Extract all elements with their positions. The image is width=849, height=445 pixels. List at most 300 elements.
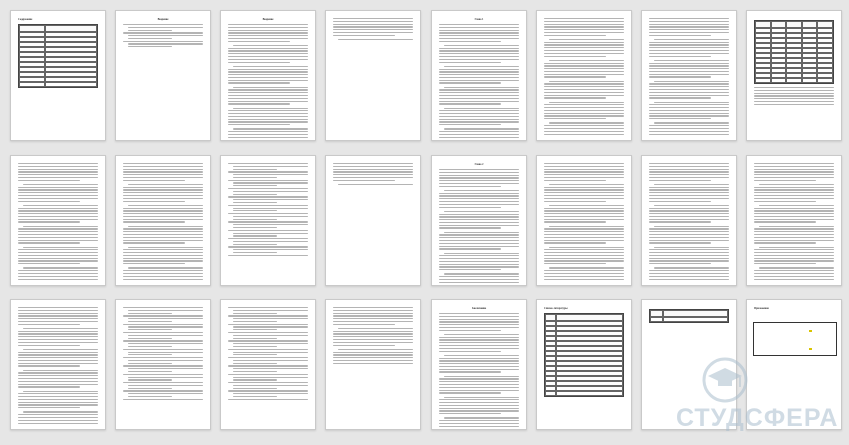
text-line — [333, 357, 413, 358]
text-line — [228, 205, 308, 206]
text-line — [128, 27, 203, 28]
text-line — [649, 201, 711, 202]
figure-marker — [809, 330, 812, 332]
text-line — [649, 237, 729, 238]
text-line — [754, 192, 834, 193]
text-line — [233, 377, 308, 378]
text-line — [123, 210, 203, 211]
text-line — [439, 413, 501, 414]
text-line — [123, 163, 203, 164]
text-line — [233, 346, 277, 347]
page-body — [649, 18, 729, 135]
page-body — [544, 163, 624, 280]
text-line — [544, 92, 624, 93]
text-line — [123, 237, 203, 238]
text-line — [544, 228, 624, 229]
text-line — [544, 47, 624, 48]
text-line — [439, 237, 519, 238]
text-line — [123, 231, 203, 232]
text-line — [233, 371, 277, 372]
text-line — [439, 246, 519, 247]
document-page[interactable] — [115, 299, 211, 430]
text-line — [654, 205, 729, 206]
table-cell — [771, 78, 787, 83]
text-line — [439, 405, 519, 406]
text-line — [754, 198, 834, 199]
text-line — [18, 414, 98, 415]
text-line — [18, 313, 98, 314]
document-page[interactable] — [115, 10, 211, 141]
text-line — [228, 390, 308, 391]
table-cell — [802, 21, 818, 28]
text-line — [18, 270, 98, 271]
text-line — [439, 282, 519, 283]
text-line — [228, 80, 308, 81]
text-line — [439, 319, 519, 320]
text-line — [18, 263, 80, 264]
document-page[interactable] — [746, 155, 842, 286]
text-line — [649, 21, 729, 22]
text-line — [549, 60, 624, 61]
text-line — [18, 198, 98, 199]
text-line — [439, 175, 519, 176]
text-line — [544, 240, 624, 241]
text-line — [544, 195, 624, 196]
text-line — [123, 307, 203, 308]
table-cell — [802, 78, 818, 83]
text-line — [228, 349, 308, 350]
text-line — [549, 205, 624, 206]
text-line — [544, 56, 606, 57]
text-line — [233, 208, 308, 209]
text-line — [18, 174, 98, 175]
page-body — [649, 163, 729, 280]
text-line — [544, 219, 624, 220]
page-body — [123, 163, 203, 280]
text-line — [654, 226, 729, 227]
text-line — [123, 208, 203, 209]
page-body — [649, 309, 729, 323]
text-line — [439, 351, 501, 352]
text-line — [439, 384, 519, 385]
text-line — [649, 42, 729, 43]
text-line — [439, 204, 519, 205]
text-line — [233, 128, 308, 129]
text-line — [123, 270, 203, 271]
document-page[interactable] — [431, 10, 527, 141]
document-page[interactable] — [220, 155, 316, 286]
text-line — [18, 249, 98, 250]
text-line — [18, 333, 98, 334]
text-line — [759, 205, 834, 206]
text-line — [649, 260, 729, 261]
page-body — [228, 24, 308, 141]
text-line — [123, 315, 203, 316]
text-line — [128, 346, 172, 347]
text-line — [18, 213, 98, 214]
text-line — [439, 390, 519, 391]
text-line — [649, 216, 729, 217]
text-line — [123, 382, 203, 383]
text-line — [128, 393, 203, 394]
text-line — [444, 376, 519, 377]
text-line — [754, 219, 834, 220]
text-line — [228, 163, 308, 164]
text-line — [439, 95, 519, 96]
text-line — [18, 386, 80, 387]
text-line — [228, 340, 308, 341]
text-line — [439, 381, 519, 382]
text-line — [439, 261, 519, 262]
text-line — [18, 375, 98, 376]
text-line — [18, 260, 98, 261]
text-line — [123, 279, 203, 280]
text-line — [439, 198, 519, 199]
text-line — [333, 360, 413, 361]
table-cell — [650, 317, 663, 322]
text-line — [544, 242, 606, 243]
text-line — [544, 134, 624, 135]
text-line — [544, 260, 624, 261]
text-line — [123, 276, 203, 277]
page-heading: Список литературы — [544, 307, 568, 310]
text-line — [233, 310, 308, 311]
document-page[interactable] — [10, 155, 106, 286]
text-line — [23, 349, 98, 350]
text-line — [754, 255, 834, 256]
table-cell — [786, 78, 802, 83]
text-line — [228, 171, 308, 172]
text-line — [439, 50, 519, 51]
text-line — [128, 368, 203, 369]
text-line — [754, 98, 834, 99]
text-line — [123, 216, 203, 217]
text-line — [123, 240, 203, 241]
text-line — [123, 260, 203, 261]
text-line — [233, 202, 277, 203]
text-line — [128, 46, 172, 47]
text-line — [439, 337, 519, 338]
text-line — [128, 226, 203, 227]
text-line — [544, 89, 624, 90]
text-line — [18, 357, 98, 358]
text-line — [228, 180, 308, 181]
text-line — [18, 258, 98, 259]
text-line — [444, 211, 519, 212]
text-line — [544, 208, 624, 209]
text-line — [754, 104, 834, 105]
text-line — [439, 248, 501, 249]
text-line — [649, 74, 729, 75]
text-line — [123, 41, 203, 42]
text-line — [649, 65, 729, 66]
text-line — [439, 48, 519, 49]
text-line — [439, 92, 519, 93]
text-line — [439, 266, 519, 267]
text-line — [444, 87, 519, 88]
text-line — [649, 24, 729, 25]
document-page[interactable] — [220, 299, 316, 430]
text-line — [544, 32, 624, 33]
text-line — [439, 408, 519, 409]
text-line — [123, 349, 203, 350]
text-line — [549, 226, 624, 227]
document-page[interactable] — [641, 10, 737, 141]
text-line — [439, 53, 519, 54]
text-line — [338, 184, 413, 185]
text-line — [128, 247, 203, 248]
text-line — [333, 352, 413, 353]
text-line — [544, 198, 624, 199]
text-line — [544, 63, 624, 64]
text-line — [439, 348, 519, 349]
table-cell — [45, 82, 97, 87]
text-line — [333, 35, 395, 36]
page-body — [228, 163, 308, 256]
text-line — [649, 104, 729, 105]
text-line — [544, 273, 624, 274]
page-table — [544, 313, 624, 397]
text-line — [439, 222, 519, 223]
text-line — [439, 38, 519, 39]
figure-marker — [809, 348, 812, 350]
text-line — [544, 189, 624, 190]
text-line — [228, 246, 308, 247]
text-line — [228, 307, 308, 308]
text-line — [128, 38, 172, 39]
text-line — [754, 169, 834, 170]
text-line — [333, 174, 413, 175]
table-cell — [556, 391, 623, 396]
table-cell — [771, 21, 787, 28]
text-line — [333, 336, 413, 337]
text-line — [128, 343, 203, 344]
text-line — [754, 228, 834, 229]
text-line — [18, 393, 98, 394]
text-line — [23, 184, 98, 185]
text-line — [754, 174, 834, 175]
text-line — [649, 210, 729, 211]
text-line — [544, 128, 624, 129]
text-line — [649, 35, 711, 36]
text-line — [544, 201, 606, 202]
text-line — [18, 318, 98, 319]
text-line — [649, 89, 729, 90]
text-line — [544, 113, 624, 114]
text-line — [649, 97, 711, 98]
text-line — [649, 255, 729, 256]
text-line — [544, 231, 624, 232]
text-line — [228, 121, 308, 122]
text-line — [23, 205, 98, 206]
text-line — [233, 219, 277, 220]
text-line — [233, 326, 308, 327]
document-page[interactable] — [641, 155, 737, 286]
text-line — [233, 210, 277, 211]
text-line — [649, 258, 729, 259]
text-line — [439, 140, 519, 141]
document-page[interactable] — [325, 155, 421, 286]
text-line — [23, 226, 98, 227]
text-line — [18, 201, 80, 202]
document-page[interactable] — [10, 10, 106, 141]
text-line — [228, 238, 308, 239]
text-line — [754, 201, 816, 202]
text-line — [649, 86, 729, 87]
text-line — [544, 18, 624, 19]
text-line — [18, 276, 98, 277]
text-line — [649, 249, 729, 250]
page-body — [333, 18, 413, 40]
text-line — [439, 186, 501, 187]
text-line — [228, 119, 308, 120]
text-line — [439, 214, 519, 215]
text-line — [439, 169, 519, 170]
text-line — [444, 417, 519, 418]
text-line — [233, 343, 308, 344]
text-line — [123, 195, 203, 196]
text-line — [233, 241, 308, 242]
text-line — [549, 247, 624, 248]
text-line — [544, 65, 624, 66]
text-line — [333, 354, 413, 355]
text-line — [439, 420, 519, 421]
text-line — [123, 357, 203, 358]
text-line — [439, 103, 501, 104]
text-line — [128, 313, 172, 314]
text-line — [544, 180, 606, 181]
text-line — [439, 59, 519, 60]
text-line — [544, 74, 624, 75]
text-line — [333, 318, 413, 319]
text-line — [649, 47, 729, 48]
text-line — [128, 35, 203, 36]
text-line — [128, 385, 203, 386]
text-line — [18, 360, 98, 361]
text-line — [123, 390, 203, 391]
text-line — [228, 110, 308, 111]
text-line — [228, 50, 308, 51]
text-line — [233, 191, 308, 192]
text-line — [759, 247, 834, 248]
text-line — [649, 208, 729, 209]
text-line — [333, 32, 413, 33]
text-line — [549, 122, 624, 123]
text-line — [544, 97, 606, 98]
document-page[interactable] — [536, 155, 632, 286]
text-line — [18, 228, 98, 229]
text-line — [228, 188, 308, 189]
text-line — [649, 44, 729, 45]
document-page[interactable] — [536, 299, 632, 430]
text-line — [759, 184, 834, 185]
text-line — [754, 171, 834, 172]
text-line — [754, 95, 834, 96]
text-line — [439, 327, 519, 328]
table-cell — [556, 314, 623, 321]
page-heading: Введение — [157, 18, 169, 21]
text-line — [649, 213, 729, 214]
text-line — [123, 177, 203, 178]
table-cell — [545, 314, 556, 321]
text-line — [18, 177, 98, 178]
text-line — [128, 335, 203, 336]
text-line — [439, 255, 519, 256]
text-line — [333, 177, 413, 178]
page-table — [754, 20, 834, 84]
text-line — [439, 121, 519, 122]
text-line — [123, 242, 185, 243]
text-line — [333, 331, 413, 332]
text-line — [333, 313, 413, 314]
document-page[interactable] — [220, 10, 316, 141]
page-heading: Содержание — [18, 18, 33, 21]
text-line — [123, 332, 203, 333]
page-table — [649, 309, 729, 323]
text-line — [439, 74, 519, 75]
text-line — [649, 128, 729, 129]
studsfera-logo-icon — [690, 354, 760, 404]
text-line — [649, 50, 729, 51]
text-line — [228, 56, 308, 57]
text-line — [754, 87, 834, 88]
page-body — [439, 24, 519, 141]
text-line — [649, 29, 729, 30]
document-page[interactable] — [431, 299, 527, 430]
text-line — [128, 329, 172, 330]
text-line — [649, 252, 729, 253]
text-line — [18, 378, 98, 379]
text-line — [439, 195, 519, 196]
document-page[interactable] — [325, 10, 421, 141]
text-line — [333, 163, 413, 164]
text-line — [544, 174, 624, 175]
text-line — [444, 397, 519, 398]
text-line — [649, 192, 729, 193]
text-line — [439, 378, 519, 379]
text-line — [649, 56, 711, 57]
document-page[interactable] — [10, 299, 106, 430]
text-line — [333, 342, 413, 343]
text-line — [439, 358, 519, 359]
text-line — [123, 221, 185, 222]
text-line — [128, 184, 203, 185]
text-line — [544, 169, 624, 170]
text-line — [649, 228, 729, 229]
text-line — [228, 113, 308, 114]
text-line — [128, 205, 203, 206]
document-page[interactable] — [431, 155, 527, 286]
text-line — [439, 285, 519, 286]
text-line — [759, 226, 834, 227]
text-line — [754, 231, 834, 232]
text-line — [123, 219, 203, 220]
text-line — [544, 252, 624, 253]
document-page[interactable] — [746, 10, 842, 141]
text-line — [233, 233, 308, 234]
document-page[interactable] — [536, 10, 632, 141]
text-line — [754, 258, 834, 259]
document-page[interactable] — [325, 299, 421, 430]
text-line — [439, 399, 519, 400]
text-line — [549, 184, 624, 185]
text-line — [18, 221, 80, 222]
page-heading: Приложение — [754, 307, 769, 310]
document-page[interactable] — [115, 155, 211, 286]
text-line — [18, 255, 98, 256]
text-line — [754, 263, 816, 264]
text-line — [544, 24, 624, 25]
